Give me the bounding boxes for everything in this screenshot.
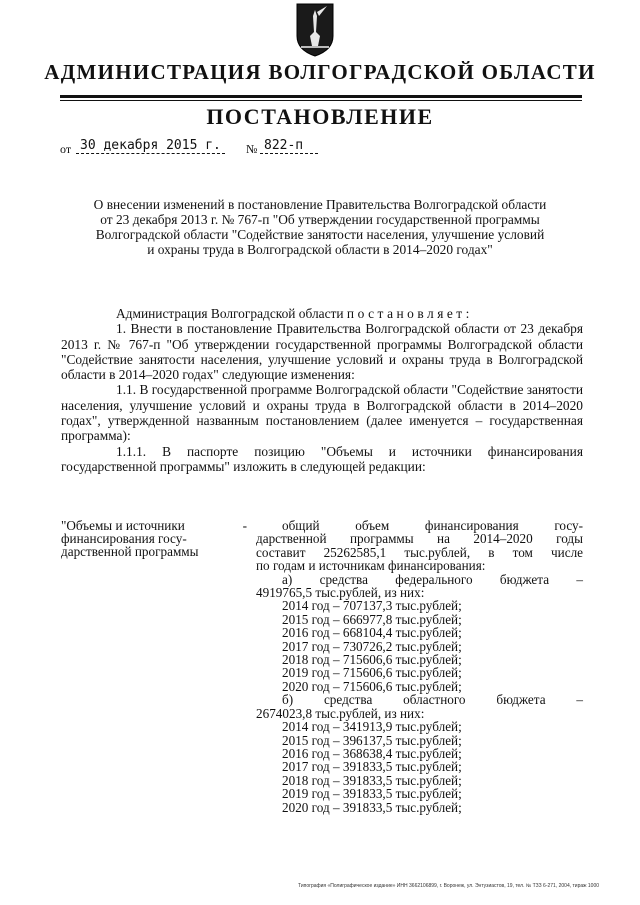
funding-line: общий объем финансирования госу-	[282, 518, 583, 533]
regional-year-row: 2015 год – 396137,5 тыс.рублей;	[282, 732, 462, 748]
header-rule-thin	[60, 100, 582, 101]
document-date: 30 декабря 2015 г.	[76, 138, 225, 154]
document-number: 822-п	[260, 138, 318, 154]
date-from-label: от	[60, 142, 72, 156]
federal-year-row: 2018 год – 715606,6 тыс.рублей;	[282, 652, 462, 668]
federal-budget-heading: а) средства федерального бюджета –	[282, 571, 583, 587]
paragraph-1-1-1: 1.1.1. В паспорте позицию "Объемы и источники финансирования государственной программы" изложить в следующей редакции:	[61, 443, 583, 474]
regional-year-row: 2019 год – 391833,5 тыс.рублей;	[282, 786, 462, 802]
funding-line: дарственной программы на 2014–2020 годы	[256, 531, 583, 547]
federal-year-row: 2017 год – 730726,2 тыс.рублей;	[282, 638, 462, 654]
federal-year-row: 2015 год – 666977,8 тыс.рублей;	[282, 611, 462, 627]
label-line: "Объемы и источники	[61, 518, 185, 533]
federal-year-row: 2019 год – 715606,6 тыс.рублей;	[282, 665, 462, 681]
intro-resolves: постановляет:	[346, 306, 473, 321]
regional-budget-total: 2674023,8 тыс.рублей, из них:	[256, 705, 425, 721]
regional-year-row: 2018 год – 391833,5 тыс.рублей;	[282, 772, 462, 788]
regional-budget-heading: б) средства областного бюджета –	[282, 692, 583, 708]
federal-budget-total: 4919765,5 тыс.рублей, из них:	[256, 585, 425, 601]
intro-paragraph	[61, 306, 583, 321]
coat-of-arms-emblem	[293, 2, 337, 58]
regional-year-row: 2016 год – 368638,4 тыс.рублей;	[282, 745, 462, 761]
header-rule-thick	[60, 95, 582, 98]
funding-table-label	[61, 519, 247, 558]
label-line: дарственной программы	[61, 544, 199, 559]
printing-footer: Типография «Полиграфическое издание» ИНН 3662106899, г. Воронеж, ул. Энтузиастов, 19, тел. № ТЗЗ 6-271, 2004, тираж 1000	[298, 883, 600, 889]
date-number-line	[60, 138, 380, 160]
subject-line: Волгоградской области "Содействие занятости населения, улучшение условий	[95, 227, 545, 242]
document-type-title: ПОСТАНОВЛЕНИЕ	[206, 104, 434, 129]
intro-prefix: Администрация Волгоградской области	[116, 306, 344, 321]
federal-year-row: 2014 год – 707137,3 тыс.рублей;	[282, 598, 462, 614]
funding-line: по годам и источникам финансирования:	[256, 558, 486, 574]
federal-year-row: 2016 год – 668104,4 тыс.рублей;	[282, 625, 462, 641]
document-body	[61, 306, 583, 474]
funding-line: составит 25262585,1 тыс.рублей, в том числе	[256, 544, 583, 560]
document-subject	[58, 197, 582, 257]
subject-line: от 23 декабря 2013 г. № 767-п "Об утверждении государственной программы	[100, 212, 540, 227]
federal-year-row: 2020 год – 715606,6 тыс.рублей;	[282, 678, 462, 694]
regional-year-row: 2020 год – 391833,5 тыс.рублей;	[282, 799, 462, 815]
paragraph-1: 1. Внести в постановление Правительства Волгоградской области от 23 декабря 2013 г. № 767-п "Об утверждении государственной программы Волгоградской области "Содействие занятости населения, улучшение условий и охраны труда в Волгоградской области в 2014–2020 годах" следующие изменения:	[61, 321, 583, 383]
subject-line: и охраны труда в Волгоградской области в 2014–2020 годах"	[147, 242, 493, 257]
paragraph-1-1: 1.1. В государственной программе Волгоградской области "Содействие занятости населения, улучшение условий и охраны труда в Волгоградской области в 2014–2020 годах", утвержденной названным постановлением (далее именуется – государственная программа):	[61, 382, 583, 444]
org-title: АДМИНИСТРАЦИЯ ВОЛГОГРАДСКОЙ ОБЛАСТИ	[44, 60, 596, 84]
subject-line: О внесении изменений в постановление Правительства Волгоградской области	[93, 197, 547, 212]
label-line: финансирования госу-	[61, 531, 187, 546]
number-label: №	[246, 142, 258, 156]
regional-year-row: 2017 год – 391833,5 тыс.рублей;	[282, 759, 462, 775]
label-dash: -	[242, 518, 247, 533]
funding-table-content	[256, 519, 583, 814]
regional-year-row: 2014 год – 341913,9 тыс.рублей;	[282, 719, 462, 735]
